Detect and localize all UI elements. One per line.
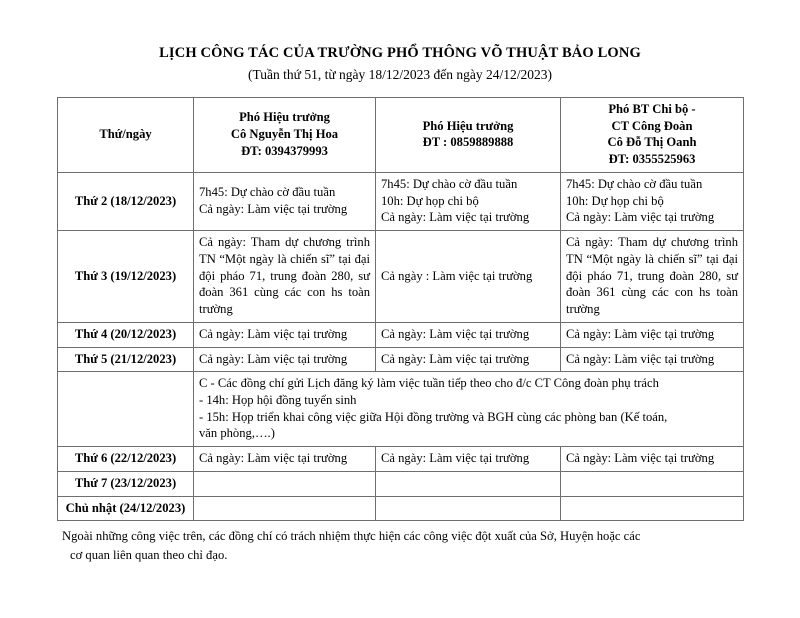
task-line: Cả ngày: Làm việc tại trường [381,451,530,466]
task-cell [194,322,376,347]
day-label [58,372,194,447]
header-col3-line3: Cô Đỗ Thị Oanh [607,135,697,150]
task-cell [194,172,376,230]
footer-note [62,527,742,565]
task-cell [561,322,744,347]
header-col1-line1: Phó Hiệu trưởng [239,110,330,125]
header-day-label: Thứ/ngày [99,127,152,142]
task-line: Cả ngày: Làm việc tại trường [199,326,348,341]
header-cell-day [58,98,194,173]
table-row-merged-notes [58,372,744,447]
task-cell [376,471,561,496]
header-col3-line1: Phó BT Chi bộ - [608,102,696,116]
task-line: 7h45: Dự chào cờ đầu tuần [199,185,336,200]
day-label: Thứ 2 (18/12/2023) [58,172,194,230]
day-label: Thứ 3 (19/12/2023) [58,231,194,323]
table-row [58,231,744,323]
day-label: Thứ 7 (23/12/2023) [58,471,194,496]
task-cell [194,496,376,521]
task-line: Cả ngày : Làm việc tại trường [381,268,533,283]
task-cell [376,496,561,521]
task-line: Cả ngày: Làm việc tại trường [199,202,348,217]
table-row [58,347,744,372]
task-cell [561,496,744,521]
table-row [58,322,744,347]
task-line: Cả ngày: Làm việc tại trường [381,351,530,366]
task-cell [194,347,376,372]
task-line: Cả ngày: Làm việc tại trường [199,351,348,366]
table-header-row [58,98,744,173]
header-col1-line3: ĐT: 0394379993 [241,143,328,158]
task-cell [561,347,744,372]
task-cell [561,172,744,230]
day-label: Thứ 4 (20/12/2023) [58,322,194,347]
task-cell [194,471,376,496]
table-row [58,172,744,230]
table-row [58,471,744,496]
day-label: Thứ 6 (22/12/2023) [58,447,194,472]
task-cell [376,231,561,323]
page-title: LỊCH CÔNG TÁC CỦA TRƯỜNG PHỔ THÔNG VÕ THUẬT BẢO LONG [159,45,641,61]
note-line: - 15h: Họp triển khai công việc giữa Hội đồng trường và BGH cùng các phòng ban (Kế toán, [199,409,668,424]
schedule-table-wrapper [57,97,743,521]
table-row [58,496,744,521]
title-block [0,0,800,84]
header-cell-party-union [561,98,744,173]
note-line: văn phòng,….) [199,426,275,441]
task-line: Cả ngày: Làm việc tại trường [566,210,715,225]
header-col3-line4: ĐT: 0355525963 [608,152,696,167]
task-line: 10h: Dự họp chi bộ [566,193,664,208]
header-col2-line1: Phó Hiệu trưởng [422,118,514,133]
header-cell-vice-principal-2 [376,98,561,173]
task-cell [376,172,561,230]
merged-notes-cell [194,372,744,447]
task-cell [376,347,561,372]
task-line: 7h45: Dự chào cờ đầu tuần [381,176,518,191]
page-subtitle: (Tuần thứ 51, từ ngày 18/12/2023 đến ngày 24/12/2023) [248,66,552,82]
task-line: Cả ngày: Làm việc tại trường [566,326,715,341]
task-cell: Cả ngày: Tham dự chương trình TN “Một ngày là chiến sĩ” tại đại đội pháo 71, trung đoàn 280, sư đoàn 361 cùng các con hs toàn trường [561,231,744,323]
task-cell [376,447,561,472]
task-line: Cả ngày: Làm việc tại trường [381,326,530,341]
header-col3-line2: CT Công Đoàn [611,118,693,133]
task-line: Cả ngày: Làm việc tại trường [199,451,348,466]
task-cell: Cả ngày: Tham dự chương trình TN “Một ngày là chiến sĩ” tại đại đội pháo 71, trung đoàn 280, sư đoàn 361 cùng các con hs toàn trường [194,231,376,323]
task-cell [376,322,561,347]
task-line: Cả ngày: Làm việc tại trường [566,451,715,466]
footer-note-line1: Ngoài những công việc trên, các đồng chí có trách nhiệm thực hiện các công việc đột xuất của Sở, Huyện hoặc các [62,529,641,543]
schedule-table [57,97,744,521]
header-cell-vice-principal-hoa [194,98,376,173]
day-label: Thứ 5 (21/12/2023) [58,347,194,372]
task-cell [194,447,376,472]
task-line: Cả ngày: Làm việc tại trường [381,210,530,225]
task-line: 10h: Dự họp chi bộ [381,193,479,208]
note-line: C - Các đồng chí gửi Lịch đăng ký làm việc tuần tiếp theo cho đ/c CT Công đoàn phụ trách [199,376,659,391]
day-label: Chủ nhật (24/12/2023) [58,496,194,521]
note-line: - 14h: Họp hội đồng tuyển sinh [199,393,357,408]
footer-note-line2: cơ quan liên quan theo chỉ đạo. [70,547,228,562]
header-col2-line2: ĐT : 0859889888 [422,135,514,150]
task-cell [561,447,744,472]
table-row [58,447,744,472]
task-line: Cả ngày: Làm việc tại trường [566,351,715,366]
task-line: 7h45: Dự chào cờ đầu tuần [566,176,703,191]
task-cell [561,471,744,496]
header-col1-line2: Cô Nguyễn Thị Hoa [230,127,339,142]
